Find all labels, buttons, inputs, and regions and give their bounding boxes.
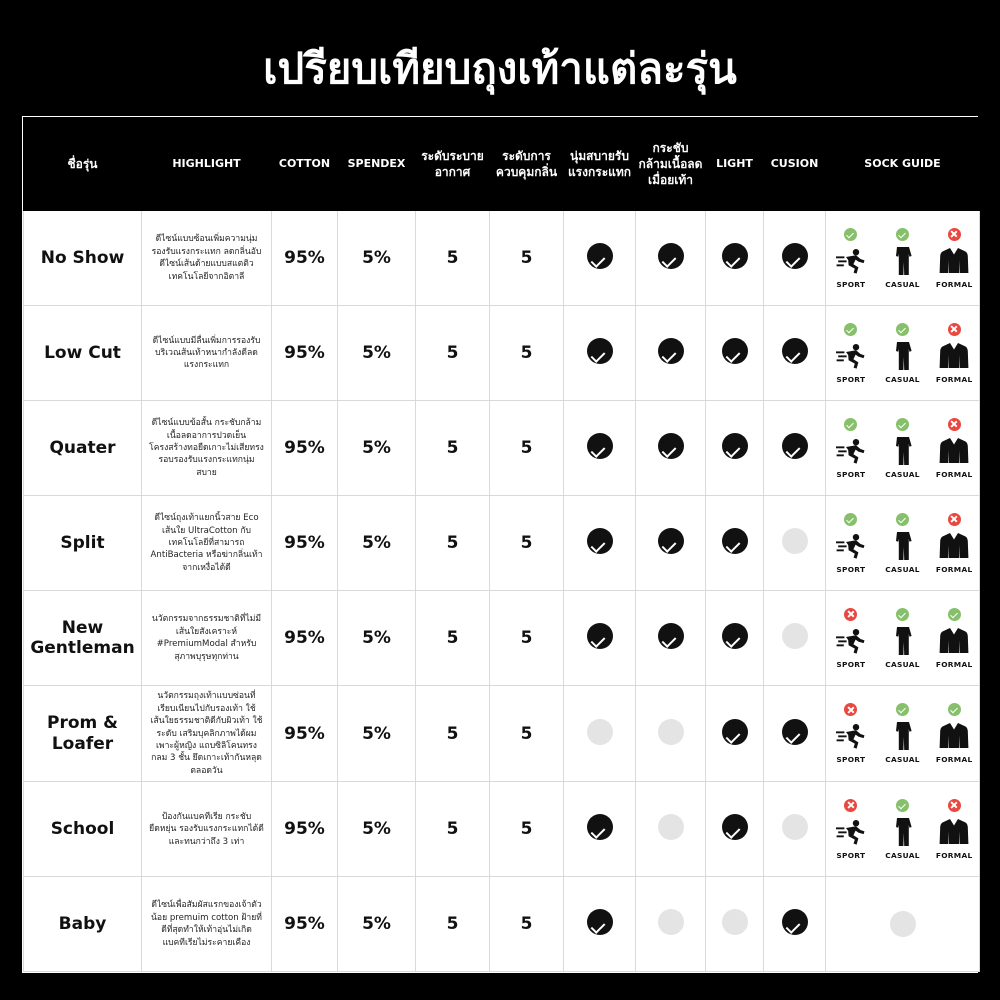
cell-model: Baby [24,877,142,972]
formal-icon [939,434,969,468]
sock-guide-item [830,323,872,384]
column-header-model: ชื่อรุ่น [24,118,142,211]
table-row [24,877,980,972]
sock-guide-item [830,228,872,289]
cell-spendex: 5% [338,877,416,972]
check-icon [658,338,684,364]
cell-airflow: 5 [416,211,490,306]
sock-guide-label: SPORT [836,279,866,289]
cell-sock-guide [826,496,980,591]
sock-guide-item [933,323,975,384]
sock-guide-label: FORMAL [935,564,973,574]
casual-icon [890,624,916,658]
cell-softness [564,877,636,972]
cell-light [706,686,764,782]
cell-spendex: 5% [338,686,416,782]
check-badge-icon [844,418,857,431]
cross-badge-icon [948,323,961,336]
sock-guide-label: FORMAL [935,850,973,860]
check-badge-icon [896,418,909,431]
column-header-spendex: SPENDEX [338,118,416,211]
cell-sock-guide [826,401,980,496]
check-icon [587,528,613,554]
table-header [24,118,980,211]
check-icon [587,814,613,840]
sock-guide-item [882,228,924,289]
comparison-table-container [22,116,978,973]
check-icon [722,243,748,269]
sock-guide-label: CASUAL [885,564,920,574]
check-icon [722,719,748,745]
casual-icon [890,244,916,278]
sock-guide-label: CASUAL [885,374,920,384]
comparison-table [23,117,980,972]
sock-guide-item [933,418,975,479]
cell-cotton: 95% [272,306,338,401]
casual-icon [890,719,916,753]
check-icon [782,433,808,459]
empty-dot-icon [890,911,916,937]
cell-cusion [764,401,826,496]
column-header-sock-guide: SOCK GUIDE [826,118,980,211]
check-icon [587,909,613,935]
check-icon [782,719,808,745]
cell-support [636,591,706,686]
sock-guide-label: FORMAL [935,469,973,479]
table-header-row [24,118,980,211]
sock-guide-label: SPORT [836,564,866,574]
cell-spendex: 5% [338,496,416,591]
sock-guide-item [933,608,975,669]
casual-icon [890,339,916,373]
cell-spendex: 5% [338,782,416,877]
cell-support [636,306,706,401]
check-icon [722,623,748,649]
cell-model: Quater [24,401,142,496]
sport-icon [836,815,866,849]
check-badge-icon [948,703,961,716]
cell-sock-guide [826,782,980,877]
sport-icon [836,624,866,658]
cell-sock-guide [826,686,980,782]
table-row [24,591,980,686]
cell-cotton: 95% [272,401,338,496]
cell-highlight: นวัตกรรมจากธรรมชาติที่ไม่มีเส้นใยสังเคราะห์ #PremiumModal สำหรับสุภาพบุรุษทุกท่าน [142,591,272,686]
sock-guide-item [933,703,975,764]
cell-light [706,401,764,496]
sock-guide-item [882,323,924,384]
sport-icon [836,339,866,373]
sock-guide-label: SPORT [836,755,866,765]
cell-light [706,211,764,306]
cell-spendex: 5% [338,306,416,401]
cell-softness [564,496,636,591]
sock-guide-item [933,228,975,289]
table-body [24,211,980,972]
sock-guide-label: CASUAL [885,850,920,860]
formal-icon [939,339,969,373]
sock-guide-label: CASUAL [885,755,920,765]
cell-softness [564,591,636,686]
cell-airflow: 5 [416,686,490,782]
cell-airflow: 5 [416,877,490,972]
empty-dot-icon [782,623,808,649]
sock-guide-label: FORMAL [935,374,973,384]
check-badge-icon [896,608,909,621]
cell-highlight: ดีไซน์แบบซ้อนเพิ่มความนุ่มรองรับแรงกระแทก ลดกลิ่นอับ ดีไซน์เส้นด้ายแบบสแตติวเทคโนโลยีจากอิตาลี [142,211,272,306]
check-icon [587,243,613,269]
cell-cotton: 95% [272,686,338,782]
empty-dot-icon [782,528,808,554]
cell-sock-guide [826,306,980,401]
cell-cusion [764,877,826,972]
check-badge-icon [896,228,909,241]
sock-guide-label: FORMAL [935,755,973,765]
cross-badge-icon [844,799,857,812]
cell-odor: 5 [490,306,564,401]
cell-light [706,877,764,972]
cell-cusion [764,211,826,306]
cell-light [706,496,764,591]
cell-support [636,782,706,877]
check-icon [782,338,808,364]
cell-spendex: 5% [338,401,416,496]
column-header-cotton: COTTON [272,118,338,211]
cell-highlight: ป้องกันแบคทีเรีย กระชับ ยืดหยุ่น รองรับแรงกระแทกได้ดีและทนกว่าถึง 3 เท่า [142,782,272,877]
cell-cusion [764,306,826,401]
cell-support [636,686,706,782]
cell-cotton: 95% [272,211,338,306]
cell-airflow: 5 [416,782,490,877]
table-row [24,211,980,306]
check-badge-icon [896,323,909,336]
casual-icon [890,529,916,563]
cell-model: Low Cut [24,306,142,401]
formal-icon [939,529,969,563]
check-badge-icon [844,228,857,241]
sock-guide-item [933,513,975,574]
sock-guide-label: SPORT [836,850,866,860]
cell-cusion [764,591,826,686]
cell-spendex: 5% [338,211,416,306]
cell-odor: 5 [490,496,564,591]
empty-dot-icon [782,814,808,840]
column-header-highlight: HIGHLIGHT [142,118,272,211]
empty-dot-icon [587,719,613,745]
cell-odor: 5 [490,782,564,877]
column-header-light: LIGHT [706,118,764,211]
sock-guide-item [830,418,872,479]
cell-sock-guide [826,877,980,972]
check-icon [782,909,808,935]
cell-cotton: 95% [272,591,338,686]
check-icon [658,243,684,269]
cell-support [636,401,706,496]
sport-icon [836,244,866,278]
cell-support [636,211,706,306]
cell-model: No Show [24,211,142,306]
casual-icon [890,434,916,468]
check-badge-icon [948,608,961,621]
check-icon [587,338,613,364]
sock-guide-label: SPORT [836,659,866,669]
cell-softness [564,211,636,306]
check-badge-icon [844,513,857,526]
formal-icon [939,244,969,278]
check-badge-icon [896,513,909,526]
cell-light [706,306,764,401]
cell-sock-guide [826,591,980,686]
table-row [24,782,980,877]
sock-guide-item [830,703,872,764]
cell-odor: 5 [490,877,564,972]
empty-dot-icon [658,719,684,745]
cell-support [636,496,706,591]
column-header-support: กระชับกล้ามเนื้อลดเมื่อยเท้า [636,118,706,211]
sport-icon [836,434,866,468]
sock-guide-item [882,608,924,669]
column-header-airflow: ระดับระบายอากาศ [416,118,490,211]
sock-guide-label: SPORT [836,469,866,479]
check-icon [658,433,684,459]
cell-model: Prom & Loafer [24,686,142,782]
cell-model: New Gentleman [24,591,142,686]
sock-guide-label: CASUAL [885,469,920,479]
cell-cusion [764,782,826,877]
cell-highlight: ดีไซน์แบบมีลื่นเพิ่มการรองรับบริเวณส้นเท้าหนากำลังดีลดแรงกระแทก [142,306,272,401]
cell-airflow: 5 [416,591,490,686]
cell-softness [564,306,636,401]
cell-softness [564,401,636,496]
sock-guide-label: CASUAL [885,279,920,289]
cross-badge-icon [844,608,857,621]
empty-dot-icon [658,814,684,840]
check-icon [722,338,748,364]
cell-cotton: 95% [272,496,338,591]
cell-sock-guide [826,211,980,306]
sock-guide-label: FORMAL [935,659,973,669]
cell-cusion [764,686,826,782]
check-badge-icon [896,799,909,812]
sock-guide-item [882,703,924,764]
cell-light [706,591,764,686]
cross-badge-icon [948,418,961,431]
cell-highlight: ดีไซน์เพื่อสัมผัสแรกของเจ้าตัวน้อย premuim cotton ฝ้ายที่ดีที่สุดทำให้เท้าอุ่นไม่เกิดแบคทีเรียไม่ระคายเคือง [142,877,272,972]
table-row [24,686,980,782]
sock-guide-item [933,799,975,860]
cell-cotton: 95% [272,877,338,972]
table-row [24,401,980,496]
sock-guide-label: FORMAL [935,279,973,289]
column-header-cusion: CUSION [764,118,826,211]
check-icon [587,623,613,649]
cell-spendex: 5% [338,591,416,686]
cell-odor: 5 [490,401,564,496]
cell-highlight: ดีไซน์ถุงเท้าแยกนิ้วสาย Eco เส้นใย UltraCotton กับเทคโนโลยีที่สามารถ AntiBacteria หรือฆ่ากลิ่นเท้าจากเหงื่อได้ดี [142,496,272,591]
cell-airflow: 5 [416,401,490,496]
page-title: เปรียบเทียบถุงเท้าแต่ละรุ่น [263,44,737,93]
cell-odor: 5 [490,686,564,782]
check-icon [782,243,808,269]
sock-guide-item [830,799,872,860]
check-badge-icon [844,323,857,336]
sock-guide-item [882,513,924,574]
cell-support [636,877,706,972]
cross-badge-icon [844,703,857,716]
cell-airflow: 5 [416,496,490,591]
sock-guide-item [830,513,872,574]
sock-guide-label: SPORT [836,374,866,384]
check-icon [587,433,613,459]
sport-icon [836,719,866,753]
sock-guide-item [830,608,872,669]
column-header-odor: ระดับการควบคุมกลิ่น [490,118,564,211]
sock-guide-label: CASUAL [885,659,920,669]
cell-cusion [764,496,826,591]
sock-guide-item [882,418,924,479]
cross-badge-icon [948,513,961,526]
check-badge-icon [896,703,909,716]
sport-icon [836,529,866,563]
cell-model: Split [24,496,142,591]
check-icon [722,814,748,840]
cell-softness [564,782,636,877]
empty-dot-icon [658,909,684,935]
cell-highlight: นวัตกรรมถุงเท้าแบบซ่อนที่เรียบเนียนไปกับรองเท้า ใช้เส้นใยธรรมชาติดีกับผิวเท้า ใช้ระดับ เสริมบุคลิกภาพได้ผมเพาะผู้หญิง แถบซิลิโคนทรงกลม 3 ชั้น ยึดเกาะเท้ากันหลุดตลอดวัน [142,686,272,782]
casual-icon [890,815,916,849]
cell-odor: 5 [490,211,564,306]
formal-icon [939,815,969,849]
sock-guide-item [882,799,924,860]
check-icon [722,528,748,554]
cell-softness [564,686,636,782]
formal-icon [939,719,969,753]
table-row [24,496,980,591]
formal-icon [939,624,969,658]
check-icon [658,623,684,649]
cell-highlight: ดีไซน์แบบข้อสั้น กระชับกล้ามเนื้อลดอาการปวดเย็น โครงสร้างทอยืดเกาะไม่เสียทรงรอบรองรับแรงกระแทกนุ่มสบาย [142,401,272,496]
cell-light [706,782,764,877]
check-icon [722,433,748,459]
check-icon [658,528,684,554]
table-row [24,306,980,401]
cell-model: School [24,782,142,877]
cell-cotton: 95% [272,782,338,877]
cross-badge-icon [948,228,961,241]
empty-dot-icon [722,909,748,935]
cross-badge-icon [948,799,961,812]
column-header-softness: นุ่มสบายรับแรงกระแทก [564,118,636,211]
cell-odor: 5 [490,591,564,686]
cell-airflow: 5 [416,306,490,401]
